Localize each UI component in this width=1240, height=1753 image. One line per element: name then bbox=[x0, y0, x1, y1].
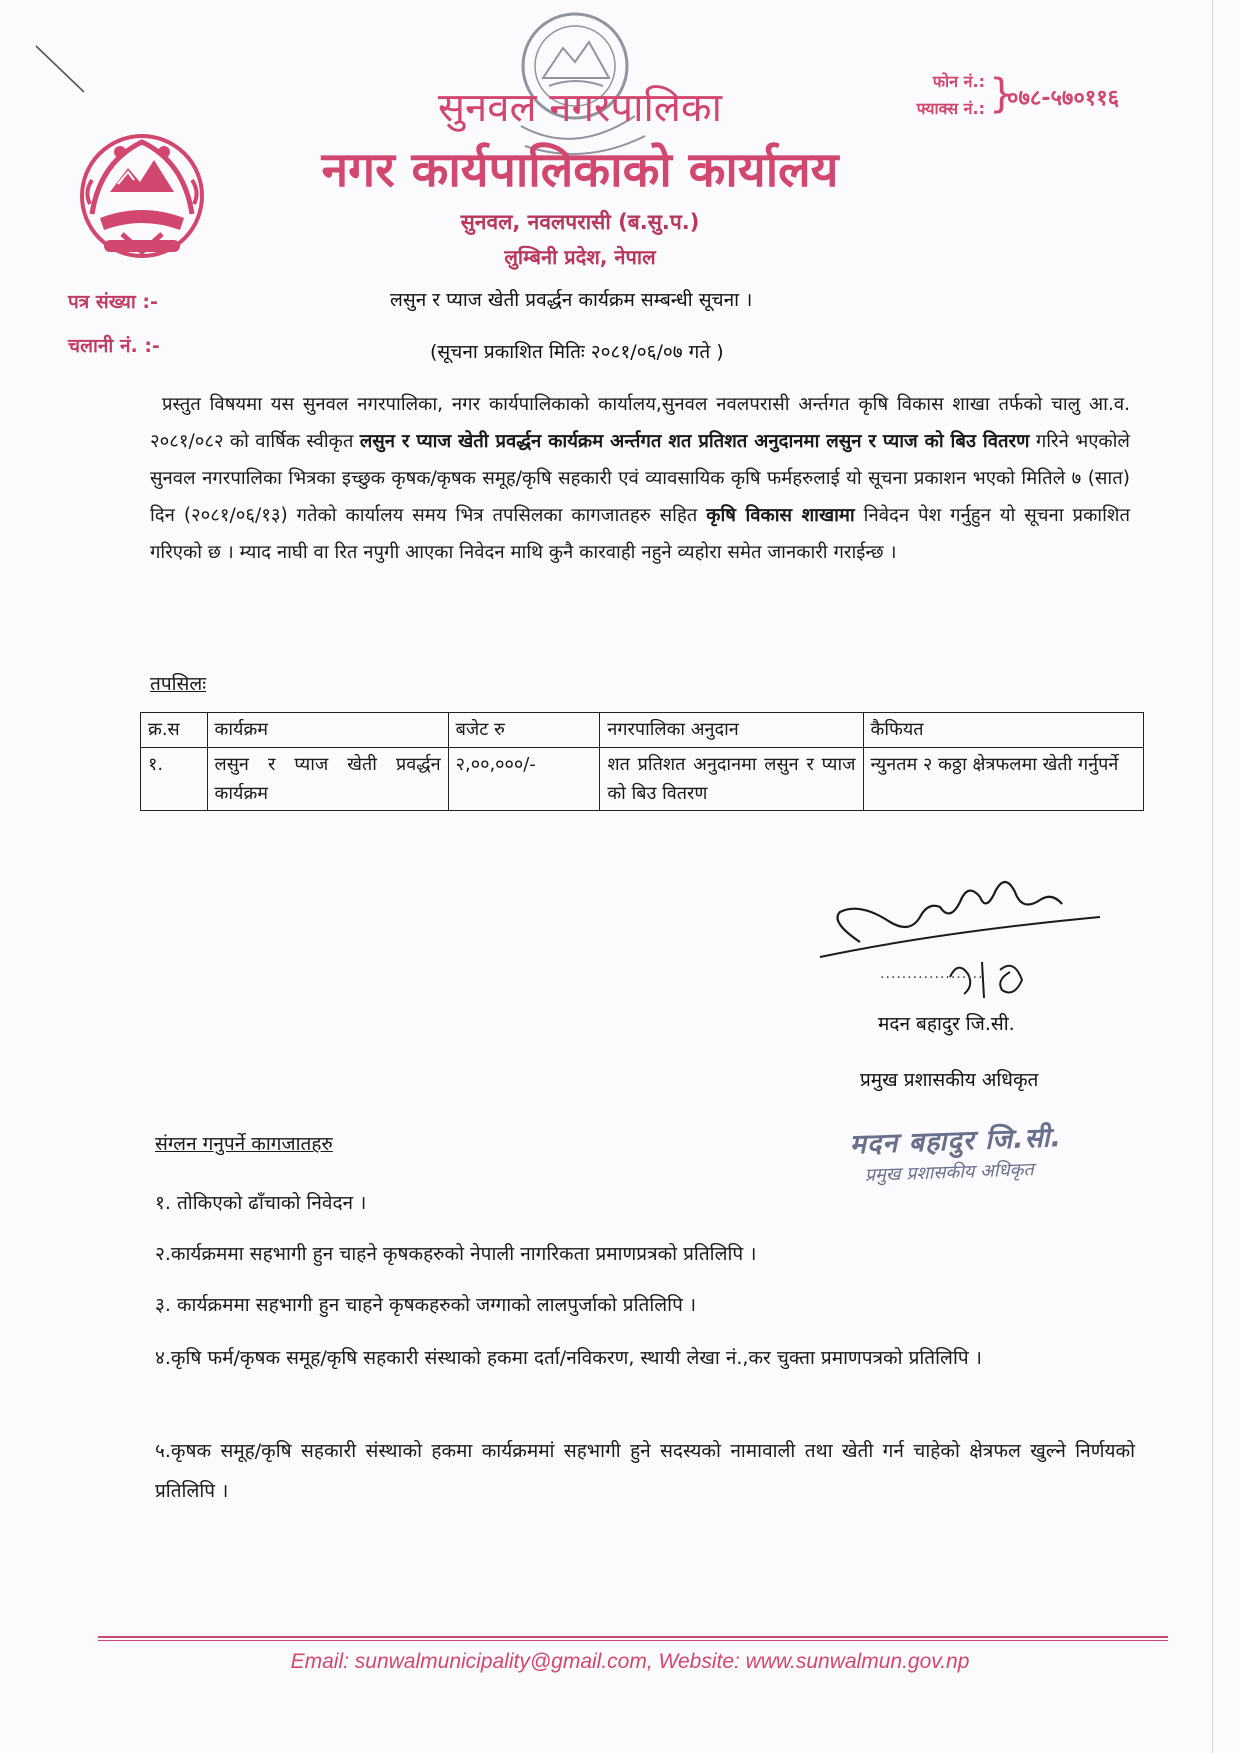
letter-number-label: पत्र संख्या :- bbox=[68, 291, 158, 313]
signature-line: ................... bbox=[880, 966, 984, 982]
nepal-emblem-icon bbox=[70, 122, 215, 267]
contact-labels bbox=[905, 68, 985, 122]
cell-budget: २,००,०००/- bbox=[448, 748, 600, 811]
list-item: ४.कृषि फर्म/कृषक समूह/कृषि सहकारी संस्थाको हकमा दर्ता/नविकरण, स्थायी लेखा नं.,कर चुक्ता प्रमाणपत्रको प्रतिलिपि । bbox=[155, 1347, 982, 1369]
table-row bbox=[141, 748, 1144, 811]
body-text-1: प्रस्तुत विषयमा यस सुनवल नगरपालिका, नगर कार्यपालिकाको कार्यालय,सुनवल नवलपरासी अर्न्तगत कृषि विकास शाखा तर्फको चालु आ.व. २०८१/०८२ को वार्षिक स्वीकृत bbox=[150, 394, 1130, 452]
list-item: १. तोकिएको ढाँचाको निवेदन । bbox=[155, 1192, 367, 1214]
cell-sn: १. bbox=[141, 748, 208, 811]
name-stamp bbox=[849, 1115, 1111, 1187]
phone-label: फोन नं.: bbox=[932, 72, 985, 91]
footer-divider-thin bbox=[98, 1640, 1168, 1641]
list-item: २.कार्यक्रममा सहभागी हुन चाहने कृषकहरुको नेपाली नागरिकता प्रमाणप्रत्रको प्रतिलिपि । bbox=[155, 1243, 757, 1265]
fax-label: फ्याक्स नं.: bbox=[916, 99, 985, 118]
header-remarks: कैफियत bbox=[863, 713, 1144, 748]
list-item: ५.कृषक समूह/कृषि सहकारी संस्थाको हकमा कार्यक्रममां सहभागी हुने सदस्यको नामावाली तथा खेती गर्न चाहेको क्षेत्रफल खुल्ने निर्णयको प्रतिलिपि । bbox=[155, 1440, 1135, 1502]
header-sn: क्र.स bbox=[141, 713, 208, 748]
cell-remarks: न्युनतम २ कठ्ठा क्षेत्रफलमा खेती गर्नुपर्ने bbox=[863, 748, 1144, 811]
required-docs-heading: संग्लन गनुपर्ने कागजातहरु bbox=[155, 1133, 333, 1155]
notice-body bbox=[150, 386, 1130, 571]
signatory-title: प्रमुख प्रशासकीय अधिकृत bbox=[860, 1069, 1039, 1091]
page-edge-divider bbox=[1212, 0, 1213, 1753]
address-line-1: सुनवल, नवलपरासी (ब.सु.प.) bbox=[460, 210, 700, 234]
phone-number: ०७८-५७०११६ bbox=[1007, 86, 1120, 111]
body-text-3: निवेदन पेश गर्नुहुन यो सूचना प्रकाशित गरिएको छ । म्याद नाघी वा रित नपुगी आएका निवेदन माथि कुनै कारवाही नहुने व्यहोरा समेत जानकारी गराईन्छ । bbox=[150, 505, 1131, 563]
footer-divider bbox=[98, 1636, 1168, 1638]
table-header-row bbox=[141, 713, 1144, 748]
office-name: नगर कार्यपालिकाको कार्यालय bbox=[321, 142, 839, 198]
header-budget: बजेट रु bbox=[448, 713, 600, 748]
body-text-2: गरिने भएकोले सुनवल नगरपालिका भित्रका इच्छुक कृषक/कृषक समूह/कृषि सहकारी एवं व्यावसायिक कृषि फर्महरुलाई यो सूचना प्रकाशन भएको मितिले ७ (सात) दिन (२०८१/०६/१३) गतेको कार्यालय समय भित्र तपसिलका कागजातहरु सहित bbox=[150, 431, 1130, 526]
details-label: तपसिलः bbox=[150, 673, 207, 695]
body-bold-1: लसुन र प्याज खेती प्रवर्द्धन कार्यक्रम अर्न्तगत शत प्रतिशत अनुदानमा लसुन र प्याज को बिउ वितरण bbox=[359, 431, 1030, 452]
body-bold-2: कृषि विकास शाखामा bbox=[706, 505, 855, 526]
handwritten-signature bbox=[800, 862, 1120, 1007]
publication-date: (सूचना प्रकाशित मितिः २०८१/०६/०७ गते ) bbox=[430, 341, 724, 363]
notice-subject: लसुन र प्याज खेती प्रवर्द्धन कार्यक्रम सम्बन्धी सूचना । bbox=[390, 289, 753, 311]
stamp-title: प्रमुख प्रशासकीय अधिकृत bbox=[864, 1159, 1035, 1187]
header-grant: नगरपालिका अनुदान bbox=[600, 713, 863, 748]
list-item: ३. कार्यक्रममा सहभागी हुन चाहने कृषकहरुको जग्गाको लालपुर्जाको प्रतिलिपि । bbox=[155, 1294, 697, 1316]
program-table bbox=[140, 712, 1144, 811]
footer-contact: Email: sunwalmunicipality@gmail.com, Website: www.sunwalmun.gov.np bbox=[290, 1650, 970, 1673]
scan-mark-icon bbox=[30, 40, 90, 100]
cell-program: लसुन र प्याज खेती प्रवर्द्धन कार्यक्रम bbox=[207, 748, 448, 811]
brace-glyph: } bbox=[989, 71, 1015, 117]
signatory-name: मदन बहादुर जि.सी. bbox=[878, 1013, 1015, 1035]
address-line-2: लुम्बिनी प्रदेश, नेपाल bbox=[504, 245, 656, 269]
dispatch-number-label: चलानी नं. :- bbox=[68, 335, 160, 357]
header-program: कार्यक्रम bbox=[207, 713, 448, 748]
municipality-name: सुनवल नगरपालिका bbox=[437, 85, 723, 131]
stamp-name: मदन बहादुर जि.सी. bbox=[849, 1122, 1063, 1161]
cell-grant: शत प्रतिशत अनुदानमा लसुन र प्याज को बिउ वितरण bbox=[600, 748, 863, 811]
